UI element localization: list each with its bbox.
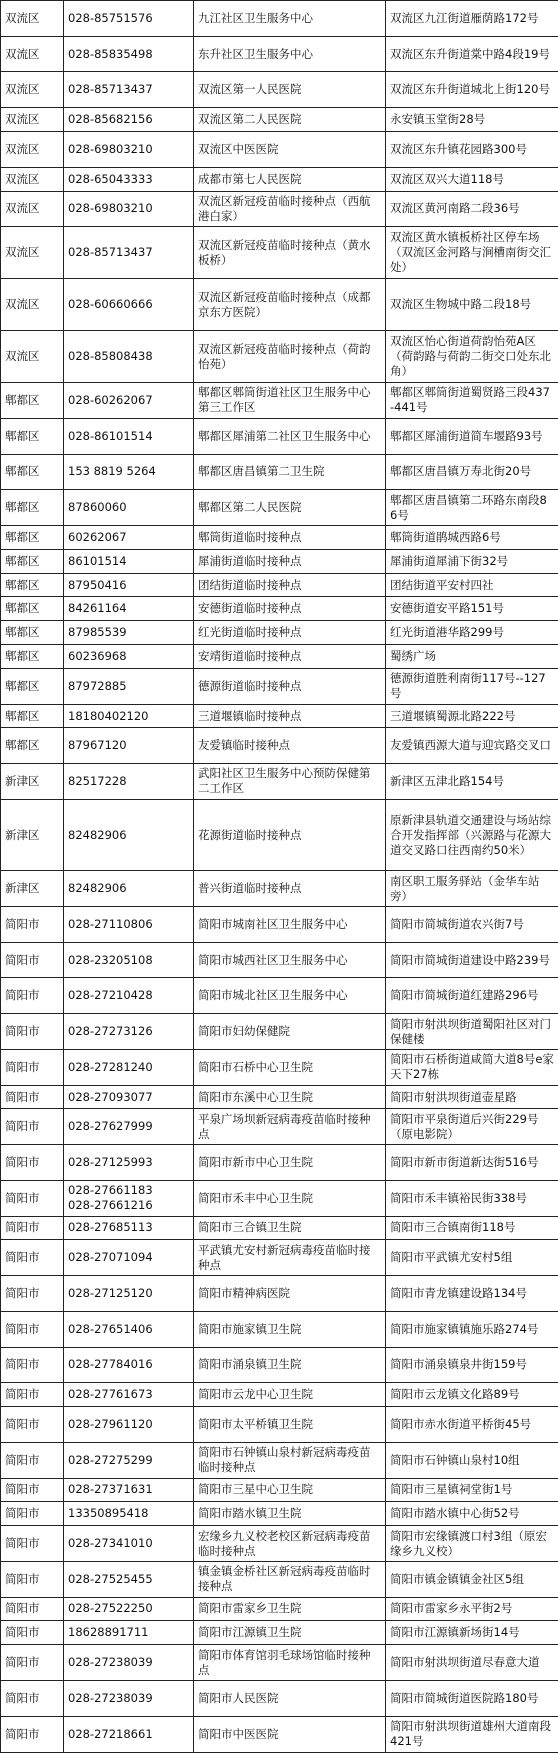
district-cell: 简阳市 (1, 1347, 64, 1383)
table-row (1, 1180, 558, 1216)
table-row (1, 1597, 558, 1621)
phone-cell: 028-27651406 (64, 1311, 194, 1347)
table-body (1, 1, 558, 1753)
district-cell: 简阳市 (1, 1680, 64, 1716)
phone-cell: 028-23205108 (64, 942, 194, 978)
site-name-cell: 双流区第一人民医院 (194, 72, 386, 108)
site-name-cell: 简阳市体育馆羽毛球场馆临时接种点 (194, 1645, 386, 1681)
site-name-cell: 德源街道临时接种点 (194, 668, 386, 704)
table-row (1, 942, 558, 978)
phone-cell: 84261164 (64, 597, 194, 621)
table-row (1, 1109, 558, 1145)
phone-cell: 028-65043333 (64, 167, 194, 191)
table-row (1, 191, 558, 227)
address-cell: 简阳市射洪坝街道尽春意大道 (386, 1645, 558, 1681)
address-cell: 友爱镇西源大道与迎宾路交叉口 (386, 728, 558, 764)
site-name-cell: 宏缘乡九义校老校区新冠病毒疫苗临时接种点 (194, 1526, 386, 1562)
site-name-cell: 武阳社区卫生服务中心预防保健第二工作区 (194, 764, 386, 800)
table-row (1, 526, 558, 550)
address-cell: 简阳市新市街道新达街516号 (386, 1145, 558, 1181)
site-name-cell: 平泉广场坝新冠病毒疫苗临时接种点 (194, 1109, 386, 1145)
site-name-cell: 简阳市东溪中心卫生院 (194, 1085, 386, 1109)
address-cell: 简阳市平泉街道后兴街229号（原电影院） (386, 1109, 558, 1145)
table-row (1, 1478, 558, 1502)
address-cell: 简阳市镇金镇镇金社区5组 (386, 1561, 558, 1597)
table-row (1, 108, 558, 132)
district-cell: 双流区 (1, 72, 64, 108)
table-row (1, 1645, 558, 1681)
phone-cell: 028-27275299 (64, 1442, 194, 1478)
address-cell: 三道堰镇蜀源北路222号 (386, 704, 558, 728)
district-cell: 简阳市 (1, 1276, 64, 1312)
district-cell: 双流区 (1, 331, 64, 383)
table-row (1, 1526, 558, 1562)
site-name-cell: 镇金镇金桥社区新冠病毒疫苗临时接种点 (194, 1561, 386, 1597)
phone-cell: 028-27627999 (64, 1109, 194, 1145)
table-row (1, 331, 558, 383)
site-name-cell: 九江社区卫生服务中心 (194, 1, 386, 37)
phone-cell: 028-27522250 (64, 1597, 194, 1621)
site-name-cell: 三道堰镇临时接种点 (194, 704, 386, 728)
district-cell: 简阳市 (1, 1014, 64, 1050)
site-name-cell: 简阳市江源镇卫生院 (194, 1621, 386, 1645)
site-name-cell: 郫都区唐昌镇第二卫生院 (194, 454, 386, 490)
address-cell: 简阳市禾丰镇裕民街338号 (386, 1180, 558, 1216)
address-cell: 新津区五津北路154号 (386, 764, 558, 800)
district-cell: 双流区 (1, 227, 64, 279)
table-row (1, 1383, 558, 1407)
district-cell: 双流区 (1, 36, 64, 72)
district-cell: 简阳市 (1, 1597, 64, 1621)
address-cell: 简阳市石钟镇山泉村10组 (386, 1442, 558, 1478)
phone-cell: 18180402120 (64, 704, 194, 728)
phone-cell: 028-27093077 (64, 1085, 194, 1109)
table-row (1, 799, 558, 870)
phone-cell: 028-69803210 (64, 191, 194, 227)
address-cell: 团结街道平安村四社 (386, 573, 558, 597)
site-name-cell: 友爱镇临时接种点 (194, 728, 386, 764)
address-cell: 简阳市赤水街道平桥街45号 (386, 1407, 558, 1443)
address-cell: 简阳市简城街道建设中路239号 (386, 942, 558, 978)
site-name-cell: 郫都区第二人民医院 (194, 490, 386, 526)
district-cell: 郫都区 (1, 418, 64, 454)
phone-cell: 028-27238039 (64, 1680, 194, 1716)
district-cell: 简阳市 (1, 1621, 64, 1645)
district-cell: 郫都区 (1, 454, 64, 490)
table-row (1, 1085, 558, 1109)
address-cell: 郫筒街道鹃城西路6号 (386, 526, 558, 550)
site-name-cell: 简阳市城西社区卫生服务中心 (194, 942, 386, 978)
address-cell: 简阳市雷家乡永平街2号 (386, 1597, 558, 1621)
address-cell: 简阳市简城街道医院路180号 (386, 1680, 558, 1716)
phone-cell: 028-85713437 (64, 72, 194, 108)
address-cell: 安德街道安平路151号 (386, 597, 558, 621)
address-cell: 双流区黄水镇板桥社区停车场 （双流区金河路与涧槽南街交汇处） (386, 227, 558, 279)
table-row (1, 1716, 558, 1752)
table-row (1, 1621, 558, 1645)
site-name-cell: 团结街道临时接种点 (194, 573, 386, 597)
table-row (1, 1049, 558, 1085)
phone-cell: 028-27784016 (64, 1347, 194, 1383)
district-cell: 简阳市 (1, 1216, 64, 1240)
address-cell: 简阳市江源镇新场街14号 (386, 1621, 558, 1645)
district-cell: 简阳市 (1, 1109, 64, 1145)
phone-cell: 87967120 (64, 728, 194, 764)
address-cell: 永安镇玉堂街28号 (386, 108, 558, 132)
district-cell: 简阳市 (1, 1716, 64, 1752)
phone-cell: 028-27210428 (64, 978, 194, 1014)
phone-cell: 028-85808438 (64, 331, 194, 383)
site-name-cell: 红光街道临时接种点 (194, 621, 386, 645)
address-cell: 郫都区犀浦街道简车堰路93号 (386, 418, 558, 454)
site-name-cell: 安靖街道临时接种点 (194, 645, 386, 669)
address-cell: 双流区东升街道城北上街120号 (386, 72, 558, 108)
site-name-cell: 双流区新冠疫苗临时接种点（荷韵怡苑） (194, 331, 386, 383)
site-name-cell: 安德街道临时接种点 (194, 597, 386, 621)
address-cell: 简阳市宏缘镇渡口村3组（原宏缘乡九义校） (386, 1526, 558, 1562)
site-name-cell: 简阳市涌泉镇卫生院 (194, 1347, 386, 1383)
table-row (1, 728, 558, 764)
phone-cell: 87972885 (64, 668, 194, 704)
district-cell: 郫都区 (1, 526, 64, 550)
table-row (1, 36, 558, 72)
site-name-cell: 简阳市云龙中心卫生院 (194, 1383, 386, 1407)
table-row (1, 1407, 558, 1443)
district-cell: 新津区 (1, 764, 64, 800)
phone-cell: 028-27281240 (64, 1049, 194, 1085)
address-cell: 郫都区郫筒街道蜀贤路三段437-441号 (386, 383, 558, 419)
address-cell: 简阳市射洪坝街道蜀阳社区对门保健楼 (386, 1014, 558, 1050)
phone-cell: 153 8819 5264 (64, 454, 194, 490)
phone-cell: 028-86101514 (64, 418, 194, 454)
table-row (1, 454, 558, 490)
phone-cell: 82482906 (64, 871, 194, 907)
address-cell: 简阳市射洪坝街道壶星路 (386, 1085, 558, 1109)
table-row (1, 1, 558, 37)
phone-cell: 028-27761673 (64, 1383, 194, 1407)
phone-cell: 86101514 (64, 549, 194, 573)
district-cell: 郫都区 (1, 621, 64, 645)
site-name-cell: 简阳市禾丰中心卫生院 (194, 1180, 386, 1216)
table-row (1, 1276, 558, 1312)
address-cell: 简阳市三星镇祠堂街1号 (386, 1478, 558, 1502)
district-cell: 郫都区 (1, 597, 64, 621)
table-row (1, 1442, 558, 1478)
district-cell: 简阳市 (1, 1049, 64, 1085)
table-row (1, 668, 558, 704)
table-row (1, 704, 558, 728)
address-cell: 双流区双兴大道118号 (386, 167, 558, 191)
district-cell: 郫都区 (1, 490, 64, 526)
table-row (1, 72, 558, 108)
site-name-cell: 双流区第二人民医院 (194, 108, 386, 132)
table-row (1, 764, 558, 800)
table-row (1, 1680, 558, 1716)
address-cell: 红光街道港华路299号 (386, 621, 558, 645)
phone-cell: 87860060 (64, 490, 194, 526)
phone-cell: 028-69803210 (64, 131, 194, 167)
site-name-cell: 简阳市精神病医院 (194, 1276, 386, 1312)
district-cell: 简阳市 (1, 1502, 64, 1526)
site-name-cell: 双流区中医医院 (194, 131, 386, 167)
address-cell: 原新津县轨道交通建设与场站综合开发指挥部（兴源路与花源大道交叉路口往西南约50米） (386, 799, 558, 870)
district-cell: 双流区 (1, 1, 64, 37)
district-cell: 新津区 (1, 871, 64, 907)
site-name-cell: 简阳市施家镇卫生院 (194, 1311, 386, 1347)
address-cell: 简阳市射洪坝街道雄州大道南段421号 (386, 1716, 558, 1752)
district-cell: 简阳市 (1, 978, 64, 1014)
phone-cell: 18628891711 (64, 1621, 194, 1645)
address-cell: 简阳市踏水镇中心街52号 (386, 1502, 558, 1526)
phone-cell: 13350895418 (64, 1502, 194, 1526)
address-cell: 德源街道胜利南街117号--127号 (386, 668, 558, 704)
district-cell: 简阳市 (1, 1383, 64, 1407)
site-name-cell: 成都市第七人民医院 (194, 167, 386, 191)
site-name-cell: 简阳市新市中心卫生院 (194, 1145, 386, 1181)
phone-cell: 028-27110806 (64, 907, 194, 943)
table-row (1, 1240, 558, 1276)
table-row (1, 167, 558, 191)
phone-cell: 028-27273126 (64, 1014, 194, 1050)
table-row (1, 383, 558, 419)
site-name-cell: 花源街道临时接种点 (194, 799, 386, 870)
district-cell: 简阳市 (1, 1526, 64, 1562)
phone-cell: 028-60660666 (64, 279, 194, 331)
address-cell: 简阳市青龙镇建设路134号 (386, 1276, 558, 1312)
district-cell: 双流区 (1, 279, 64, 331)
table-row (1, 418, 558, 454)
district-cell: 双流区 (1, 108, 64, 132)
table-row (1, 573, 558, 597)
table-row (1, 490, 558, 526)
phone-cell: 028-27125993 (64, 1145, 194, 1181)
phone-cell: 028-60262067 (64, 383, 194, 419)
address-cell: 双流区生物城中路二段18号 (386, 279, 558, 331)
district-cell: 简阳市 (1, 1645, 64, 1681)
site-name-cell: 简阳市雷家乡卫生院 (194, 1597, 386, 1621)
district-cell: 新津区 (1, 799, 64, 870)
address-cell: 双流区东升街道棠中路4段19号 (386, 36, 558, 72)
address-cell: 简阳市简城街道农兴街7号 (386, 907, 558, 943)
district-cell: 双流区 (1, 191, 64, 227)
phone-cell: 028-27661183 028-27661216 (64, 1180, 194, 1216)
table-row (1, 279, 558, 331)
address-cell: 简阳市云龙镇文化路89号 (386, 1383, 558, 1407)
phone-cell: 028-85682156 (64, 108, 194, 132)
phone-cell: 028-27685113 (64, 1216, 194, 1240)
site-name-cell: 东升社区卫生服务中心 (194, 36, 386, 72)
site-name-cell: 郫筒街道临时接种点 (194, 526, 386, 550)
phone-cell: 028-85713437 (64, 227, 194, 279)
district-cell: 简阳市 (1, 1407, 64, 1443)
address-cell: 双流区九江街道雁荫路172号 (386, 1, 558, 37)
district-cell: 简阳市 (1, 1478, 64, 1502)
district-cell: 简阳市 (1, 1442, 64, 1478)
address-cell: 简阳市涌泉镇泉井街159号 (386, 1347, 558, 1383)
address-cell: 简阳市简城街道红建路296号 (386, 978, 558, 1014)
district-cell: 简阳市 (1, 1085, 64, 1109)
site-name-cell: 犀浦街道临时接种点 (194, 549, 386, 573)
table-row (1, 621, 558, 645)
phone-cell: 87985539 (64, 621, 194, 645)
site-name-cell: 简阳市三星中心卫生院 (194, 1478, 386, 1502)
phone-cell: 028-85751576 (64, 1, 194, 37)
phone-cell: 82482906 (64, 799, 194, 870)
district-cell: 郫都区 (1, 728, 64, 764)
district-cell: 郫都区 (1, 645, 64, 669)
address-cell: 双流区怡心街道荷韵怡苑A区（荷韵路与荷韵二街交口处东北角） (386, 331, 558, 383)
district-cell: 简阳市 (1, 1561, 64, 1597)
phone-cell: 028-27125120 (64, 1276, 194, 1312)
site-name-cell: 简阳市踏水镇卫生院 (194, 1502, 386, 1526)
site-name-cell: 简阳市太平桥镇卫生院 (194, 1407, 386, 1443)
site-name-cell: 简阳市石桥中心卫生院 (194, 1049, 386, 1085)
site-name-cell: 简阳市城南社区卫生服务中心 (194, 907, 386, 943)
site-name-cell: 郫都区郫筒街道社区卫生服务中心第三工作区 (194, 383, 386, 419)
site-name-cell: 简阳市三合镇卫生院 (194, 1216, 386, 1240)
table-row (1, 1145, 558, 1181)
phone-cell: 60262067 (64, 526, 194, 550)
address-cell: 郫都区唐昌镇第二环路东南段86号 (386, 490, 558, 526)
table-row (1, 549, 558, 573)
address-cell: 双流区黄河南路二段36号 (386, 191, 558, 227)
district-cell: 简阳市 (1, 1145, 64, 1181)
table-row (1, 597, 558, 621)
district-cell: 双流区 (1, 131, 64, 167)
table-row (1, 907, 558, 943)
site-name-cell: 双流区新冠疫苗临时接种点（黄水板桥） (194, 227, 386, 279)
address-cell: 简阳市石桥街道咸简大道8号e家天下27栋 (386, 1049, 558, 1085)
site-name-cell: 简阳市城北社区卫生服务中心 (194, 978, 386, 1014)
district-cell: 郫都区 (1, 383, 64, 419)
site-name-cell: 郫都区犀浦第二社区卫生服务中心 (194, 418, 386, 454)
phone-cell: 82517228 (64, 764, 194, 800)
address-cell: 简阳市三合镇南街118号 (386, 1216, 558, 1240)
phone-cell: 87950416 (64, 573, 194, 597)
district-cell: 郫都区 (1, 549, 64, 573)
site-name-cell: 双流区新冠疫苗临时接种点（成都京东方医院） (194, 279, 386, 331)
district-cell: 简阳市 (1, 942, 64, 978)
phone-cell: 028-27961120 (64, 1407, 194, 1443)
table-row (1, 978, 558, 1014)
table-row (1, 1561, 558, 1597)
table-row (1, 1014, 558, 1050)
site-name-cell: 普兴街道临时接种点 (194, 871, 386, 907)
district-cell: 简阳市 (1, 1180, 64, 1216)
district-cell: 简阳市 (1, 1240, 64, 1276)
table-row (1, 1311, 558, 1347)
phone-cell: 028-85835498 (64, 36, 194, 72)
address-cell: 南区职工服务驿站（金华车站旁） (386, 871, 558, 907)
district-cell: 简阳市 (1, 1311, 64, 1347)
phone-cell: 028-27341010 (64, 1526, 194, 1562)
table-row (1, 227, 558, 279)
district-cell: 郫都区 (1, 704, 64, 728)
address-cell: 简阳市平武镇尤安村5组 (386, 1240, 558, 1276)
phone-cell: 028-27071094 (64, 1240, 194, 1276)
table-row (1, 645, 558, 669)
table-row (1, 1502, 558, 1526)
phone-cell: 028-27525455 (64, 1561, 194, 1597)
site-name-cell: 简阳市人民医院 (194, 1680, 386, 1716)
table-row (1, 1216, 558, 1240)
phone-cell: 60236968 (64, 645, 194, 669)
district-cell: 简阳市 (1, 907, 64, 943)
site-name-cell: 简阳市中医医院 (194, 1716, 386, 1752)
address-cell: 犀浦街道犀浦下街32号 (386, 549, 558, 573)
district-cell: 郫都区 (1, 573, 64, 597)
phone-cell: 028-27218661 (64, 1716, 194, 1752)
table-row (1, 871, 558, 907)
address-cell: 郫都区唐昌镇万寿北街20号 (386, 454, 558, 490)
phone-cell: 028-27238039 (64, 1645, 194, 1681)
site-name-cell: 简阳市妇幼保健院 (194, 1014, 386, 1050)
district-cell: 郫都区 (1, 668, 64, 704)
district-cell: 双流区 (1, 167, 64, 191)
table-row (1, 1347, 558, 1383)
site-name-cell: 平武镇尤安村新冠病毒疫苗临时接种点 (194, 1240, 386, 1276)
phone-cell: 028-27371631 (64, 1478, 194, 1502)
address-cell: 简阳市施家镇镇施乐路274号 (386, 1311, 558, 1347)
address-cell: 双流区东升镇花园路300号 (386, 131, 558, 167)
site-name-cell: 简阳市石钟镇山泉村新冠病毒疫苗临时接种点 (194, 1442, 386, 1478)
table-row (1, 131, 558, 167)
site-name-cell: 双流区新冠疫苗临时接种点（西航港白家） (194, 191, 386, 227)
address-cell: 蜀绣广场 (386, 645, 558, 669)
